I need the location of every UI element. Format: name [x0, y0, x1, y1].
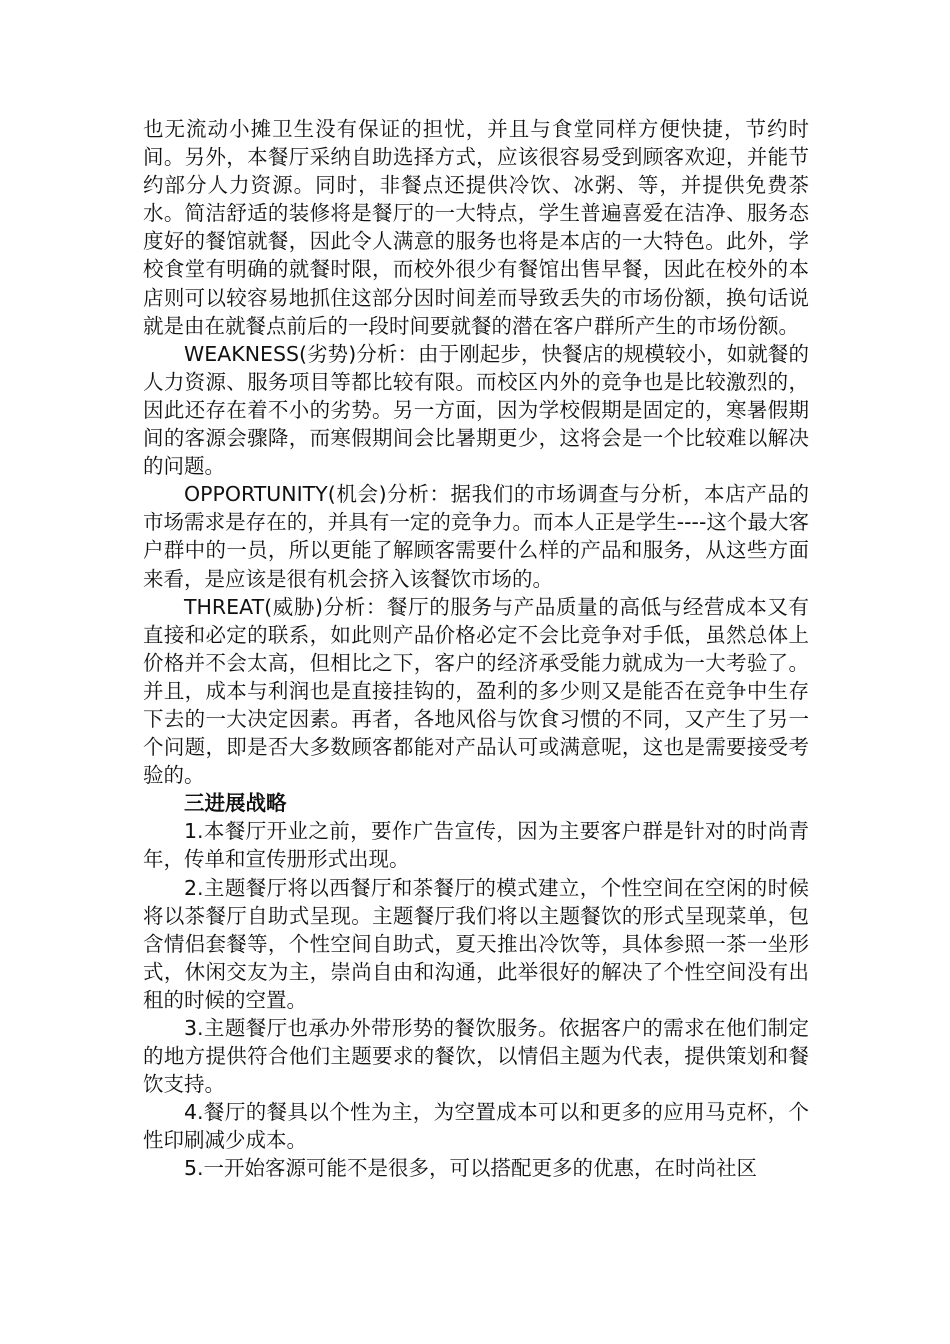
paragraph-strengths-continued: 也无流动小摊卫生没有保证的担忧，并且与食堂同样方便快捷，节约时间。另外，本餐厅采纳自助选择方式，应该很容易受到顾客欢迎，并能节约部分人力资源。同时，非餐点还提供冷饮、冰粥、等，并提供免费茶水。简洁舒适的装修将是餐厅的一大特点，学生普遍喜爱在洁净、服务态度好的餐馆就餐，因此令人满意的服务也将是本店的一大特色。此外，学校食堂有明确的就餐时限，而校外很少有餐馆出售早餐，因此在校外的本店则可以较容易地抓住这部分因时间差而导致丢失的市场份额，换句话说就是由在就餐点前后的一段时间要就餐的潜在客户群所产生的市场份额。: [143, 117, 809, 338]
strategy-item-3: 3.主题餐厅也承办外带形势的餐饮服务。依据客户的需求在他们制定的地方提供符合他们主题要求的餐饮，以情侣主题为代表，提供策划和餐饮支持。: [143, 1016, 809, 1097]
document-body: [143, 115, 809, 1183]
paragraph-threat: THREAT(威胁)分析：餐厅的服务与产品质量的高低与经营成本又有直接和必定的联系，如此则产品价格必定不会比竞争对手低，虽然总体上价格并不会太高，但相比之下，客户的经济承受能力就成为一大考验了。并且，成本与利润也是直接挂钩的，盈利的多少则又是能否在竞争中生存下去的一大决定因素。再者，各地风俗与饮食习惯的不同，又产生了另一个问题，即是否大多数顾客都能对产品认可或满意呢，这也是需要接受考验的。: [143, 594, 809, 788]
strategy-item-1: 1.本餐厅开业之前，要作广告宣传，因为主要客户群是针对的时尚青年，传单和宣传册形式出现。: [143, 819, 809, 872]
paragraph-weakness: WEAKNESS(劣势)分析：由于刚起步，快餐店的规模较小，如就餐的人力资源、服务项目等都比较有限。而校区内外的竞争也是比较激烈的，因此还存在着不小的劣势。另一方面，因为学校假期是固定的，寒暑假期间的客源会骤降，而寒假期间会比暑期更少，这将会是一个比较难以解决的问题。: [143, 341, 809, 479]
strategy-item-4: 4.餐厅的餐具以个性为主，为空置成本可以和更多的应用马克杯，个性印刷减少成本。: [143, 1100, 809, 1153]
strategy-item-5: 5.一开始客源可能不是很多，可以搭配更多的优惠，在时尚社区: [184, 1156, 758, 1181]
paragraph-opportunity: OPPORTUNITY(机会)分析：据我们的市场调查与分析，本店产品的市场需求是存在的，并具有一定的竞争力。而本人正是学生----这个最大客户群中的一员，所以更能了解顾客需要什么样的产品和服务，从这些方面来看，是应该是很有机会挤入该餐饮市场的。: [143, 482, 809, 591]
strategy-item-2: 2.主题餐厅将以西餐厅和茶餐厅的模式建立，个性空间在空闲的时候将以茶餐厅自助式呈现。主题餐厅我们将以主题餐饮的形式呈现菜单，包含情侣套餐等，个性空间自助式，夏天推出冷饮等，具体参照一茶一坐形式，休闲交友为主，崇尚自由和沟通，此举很好的解决了个性空间没有出租的时候的空置。: [143, 875, 809, 1012]
section-heading-strategy: 三进展战略: [184, 791, 287, 816]
